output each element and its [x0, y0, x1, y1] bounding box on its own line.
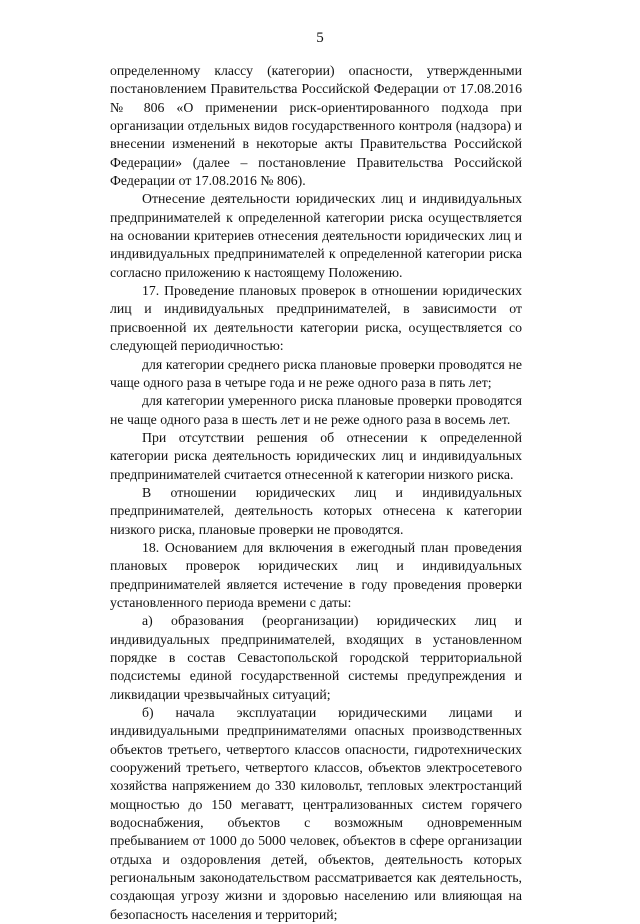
paragraph-subitem-b: б) начала эксплуатации юридическими лицами и индивидуальными предпринимателями опасных производственных объектов третьего, четвертого классов опасности, гидротехнических сооружений третьего, четвертого классов, объектов электросетевого хозяйства напряжением до 330 киловольт, тепловых электростанций мощностью до 150 мегаватт, централизованных систем горячего водоснабжения, объектов с возможным одновременным пребыванием от 1000 до 5000 человек, объектов в сфере организации отдыха и оздоровления детей, объектов, деятельность которых региональным законодательством рассматривается как деятельность, создающая угрозу жизни и здоровью населению или влияющая на безопасность населения и территорий; — [110, 705, 522, 922]
paragraph-no-decision: При отсутствии решения об отнесении к определенной категории риска деятельность юридических лиц и индивидуальных предпринимателей считается отнесенной к категории низкого риска. — [110, 429, 522, 482]
paragraph-item-17: 17. Проведение плановых проверок в отношении юридических лиц и индивидуальных предпринимателей, в зависимости от присвоенной их деятельности категории риска, осуществляется со следующей периодичностью: — [110, 283, 522, 354]
page-number: 5 — [316, 30, 324, 46]
paragraph-medium-risk: для категории среднего риска плановые проверки проводятся не чаще одного раза в четыре года и не реже одного раза в пять лет; — [110, 356, 522, 390]
document-body — [110, 62, 522, 924]
paragraph-subitem-a: а) образования (реорганизации) юридических лиц и индивидуальных предпринимателей, входящих в установленном порядке в состав Севастопольской городской территориальной подсистемы единой государственной системы предупреждения и ликвидации чрезвычайных ситуаций; — [110, 613, 522, 702]
paragraph-risk-assignment: Отнесение деятельности юридических лиц и индивидуальных предпринимателей к определенной категории риска осуществляется на основании критериев отнесения деятельности юридических лиц и индивидуальных предпринимателей к определенной категории риска согласно приложению к настоящему Положению. — [110, 191, 522, 280]
paragraph-item-18: 18. Основанием для включения в ежегодный план проведения плановых проверок юридических лиц и индивидуальных предпринимателей является истечение в году проведения проверки установленного периода времени с даты: — [110, 539, 522, 610]
paragraph-low-risk: В отношении юридических лиц и индивидуальных предпринимателей, деятельность которых отнесена к категории низкого риска, плановые проверки не проводятся. — [110, 484, 522, 537]
paragraph-moderate-risk: для категории умеренного риска плановые проверки проводятся не чаще одного раза в шесть лет и не реже одного раза в восемь лет. — [110, 393, 522, 427]
paragraph-intro-continuation: определенному классу (категории) опасности, утвержденными постановлением Правительства Российской Федерации от 17.08.2016 № 806 «О применении риск-ориентированного подхода при организации отдельных видов государственного контроля (надзора) и внесении изменений в некоторые акты Правительства Российской Федерации» (далее – постановление Правительства Российской Федерации от 17.08.2016 № 806). — [110, 63, 522, 189]
